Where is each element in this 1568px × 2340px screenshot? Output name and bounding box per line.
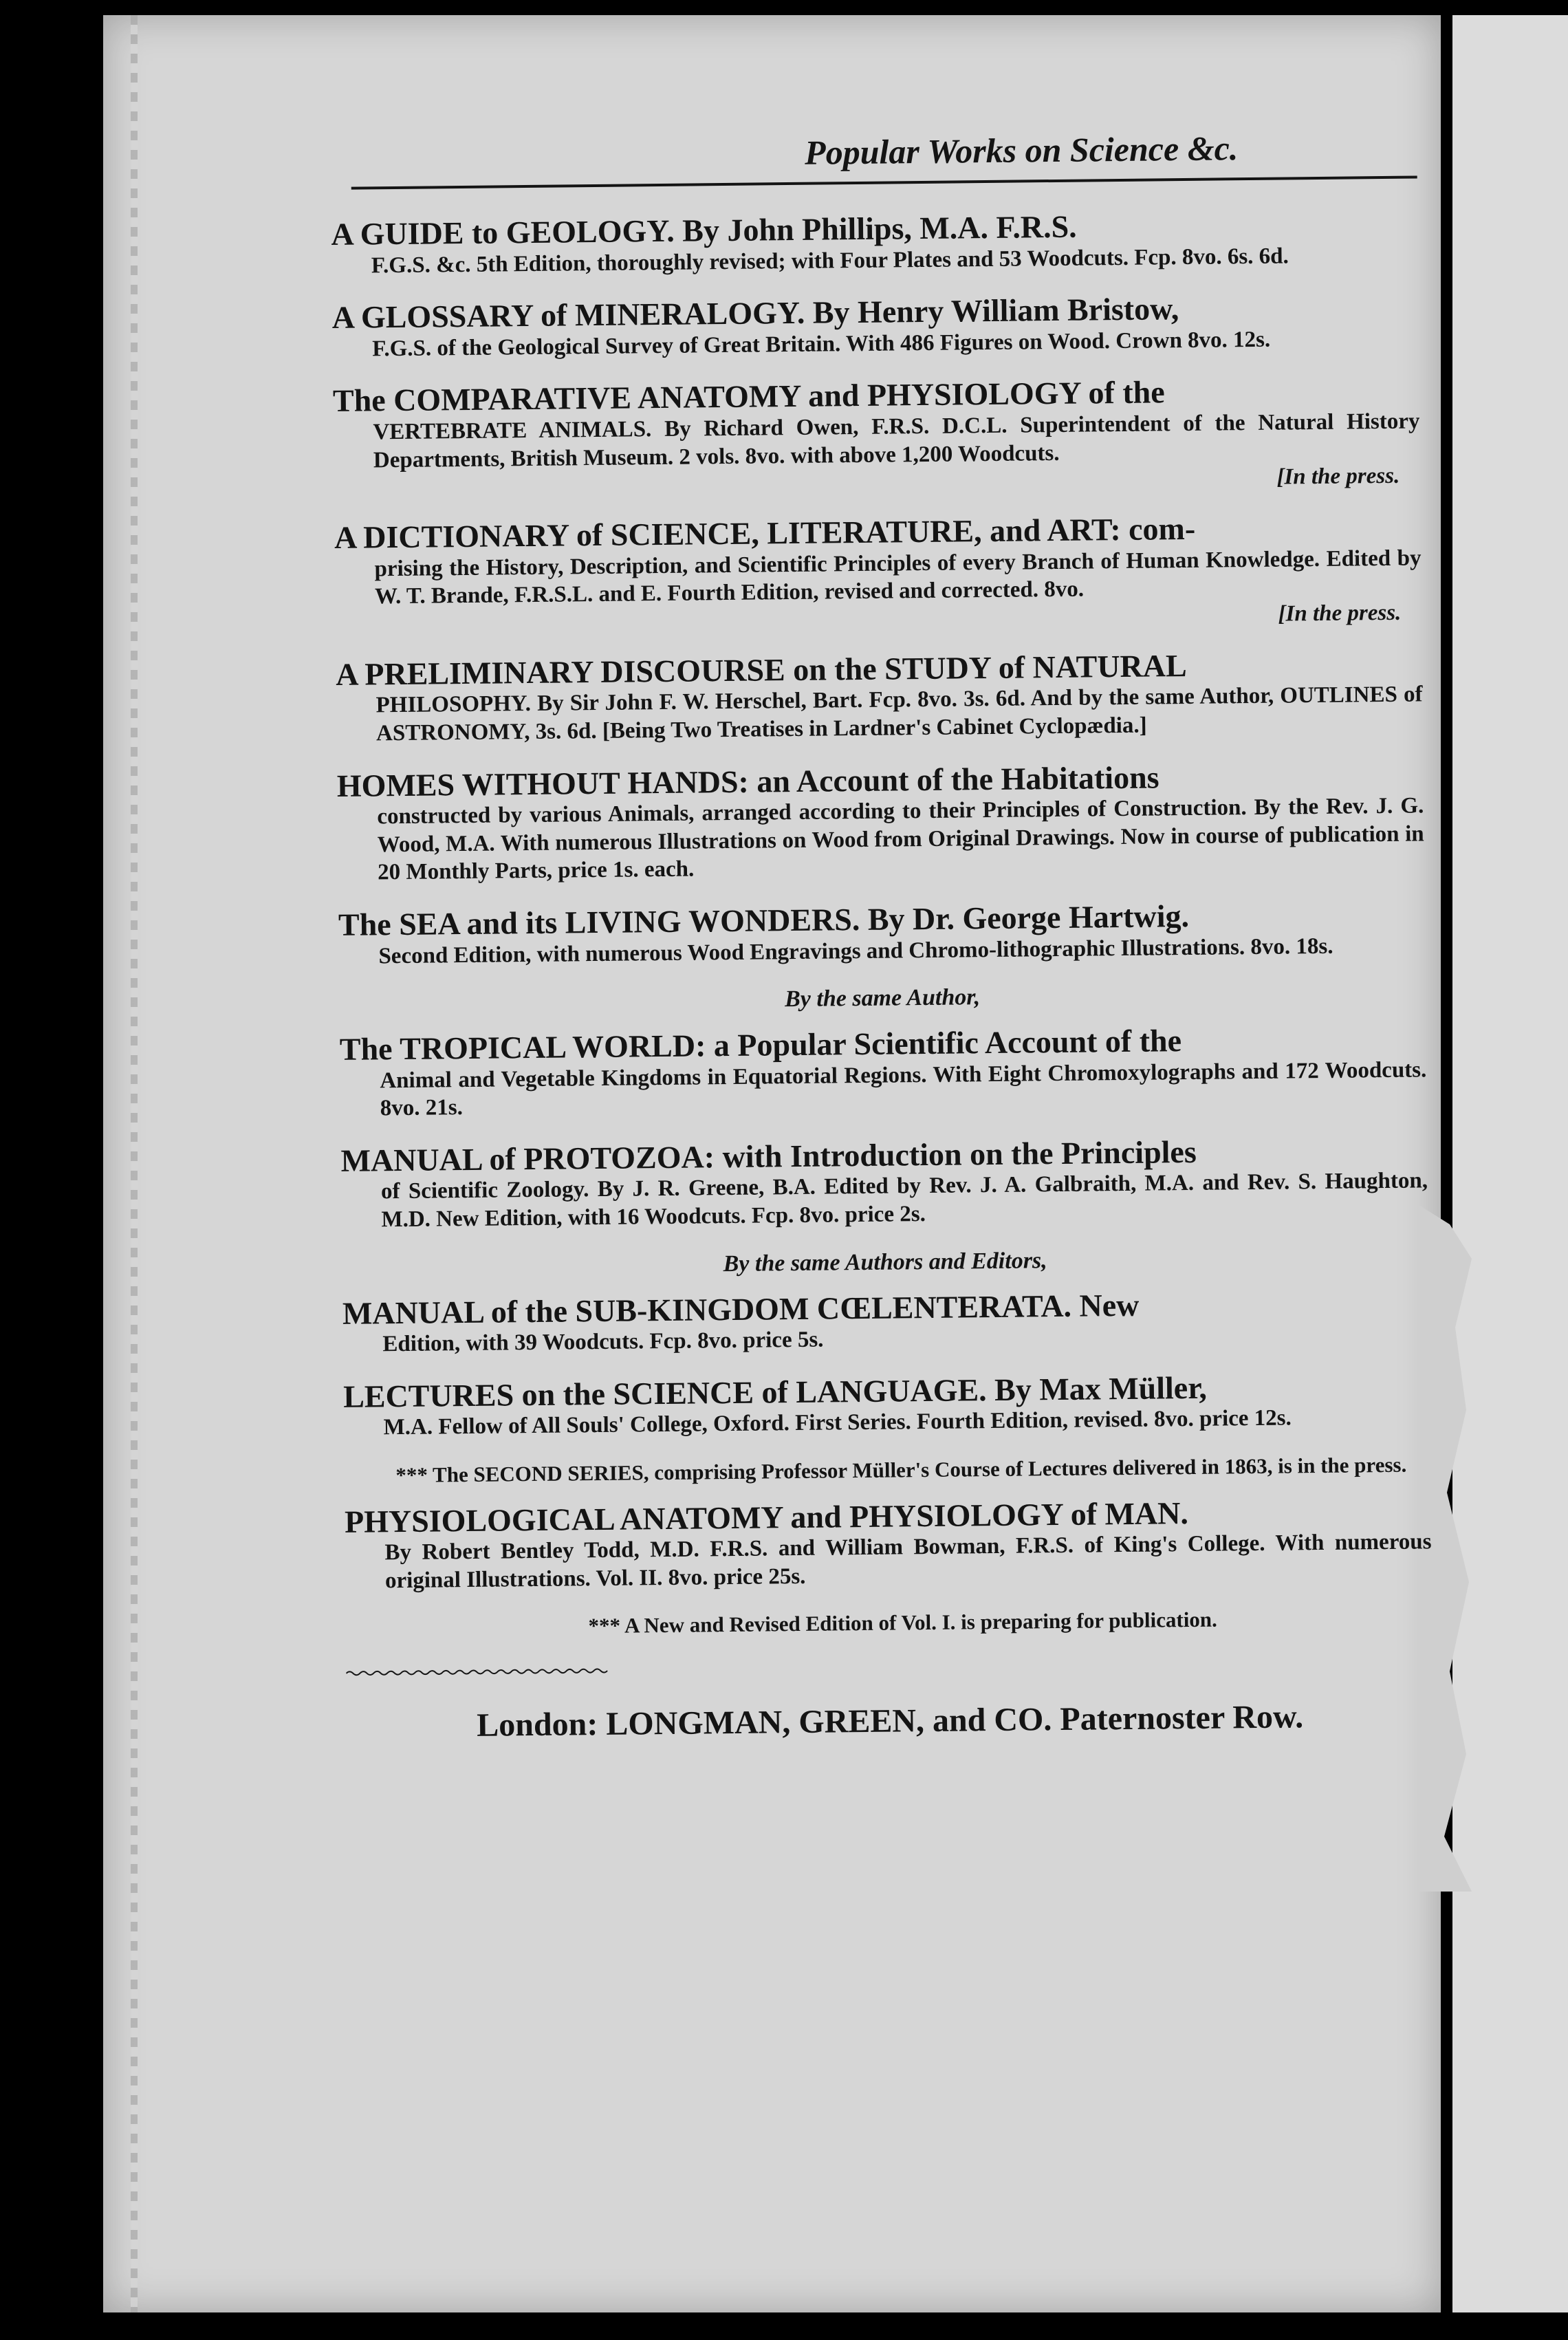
note-second-series: *** The SECOND SERIES, comprising Professor Müller's Course of Lectures delivered in 1863, is in the press. [395,1452,1407,1488]
book-entry-title: The COMPARATIVE ANATOMY and PHYSIOLOGY of the [332,374,1165,419]
wavy-rule-ornament [346,1667,607,1677]
facing-page-edge [1452,15,1568,2312]
book-entry [343,1368,1430,1442]
book-entry-title: MANUAL of PROTOZOA: with Introduction on the Principles [340,1134,1197,1178]
book-entry-title: A PRELIMINARY DISCOURSE on the STUDY of NATURAL [335,647,1187,692]
book-entry-description: of Scientific Zoology. By J. R. Greene, B.A. Edited by Rev. J. A. Galbraith, M.A. and Rev. S. Haughton, M.D. New Edition, with 16 Woodcuts. Fcp. 8vo. price 2s. [380,1168,1428,1233]
book-entry-description: F.G.S. of the Geological Survey of Great Britain. With 486 Figures on Wood. Crown 8vo. 12s. [372,327,1271,362]
sub-heading-same-authors-editors: By the same Authors and Editors, [723,1247,1047,1277]
sub-heading-same-author: By the same Author, [784,984,981,1012]
book-entry [340,1132,1428,1234]
page-content [330,126,1433,1746]
book-entry [334,510,1422,637]
book-entry [333,373,1421,500]
entry-group-3 [342,1285,1430,1442]
book-entry-description: constructed by various Animals, arranged according to their Principles of Construction. By the Rev. J. G. Wood, M.A. With numerous Illustrations on Wood from Original Drawings. Now in course of publication in 20 Monthly Parts, price 1s. each. [377,793,1424,885]
book-entry [338,896,1426,971]
book-entry-title: A DICTIONARY of SCIENCE, LITERATURE, and ART: com- [334,510,1196,556]
book-entry-title: HOMES WITHOUT HANDS: an Account of the Habitations [336,759,1159,803]
book-entry [340,1021,1427,1123]
book-entry-title: MANUAL of the SUB-KINGDOM CŒLENTERATA. New [342,1287,1140,1331]
book-entry-title: LECTURES on the SCIENCE of LANGUAGE. By Max Müller, [342,1369,1208,1414]
note-new-edition: *** A New and Revised Edition of Vol. I. is preparing for publication. [588,1607,1218,1638]
book-entry-description: By Robert Bentley Todd, M.D. F.R.S. and William Bowman, F.R.S. of King's College. With numerous original Illustrations. Vol. II. 8vo. price 25s. [384,1529,1432,1594]
book-entry-title: A GUIDE to GEOLOGY. By John Phillips, M.A. F.R.S. [331,208,1077,252]
entry-group-2 [340,1021,1428,1234]
book-entry-title: A GLOSSARY of MINERALOGY. By Henry William Bristow, [331,291,1179,336]
entry-group-4 [345,1493,1432,1595]
publisher-imprint: London: LONGMAN, GREEN, and CO. Paternoster Row. [476,1698,1304,1744]
book-entry-description: F.G.S. &c. 5th Edition, thoroughly revised; with Four Plates and 53 Woodcuts. Fcp. 8vo. 6s. 6d. [371,243,1289,278]
book-entry [345,1493,1432,1595]
head-rule [351,175,1417,189]
book-entry [336,646,1423,748]
book-entry [331,206,1418,280]
book-entry-status: [In the press. [1276,463,1400,490]
book-entry-title: The TROPICAL WORLD: a Popular Scientific Account of the [339,1023,1182,1068]
entry-group-1 [331,206,1425,971]
book-entry-title: PHYSIOLOGICAL ANATOMY and PHYSIOLOGY of MAN. [344,1495,1189,1539]
book-entry-status: [In the press. [1278,600,1402,627]
book-entry-description: Animal and Vegetable Kingdoms in Equatorial Regions. With Eight Chromoxylographs and 172 Woodcuts. 8vo. 21s. [380,1057,1427,1121]
book-entry [337,757,1425,887]
book-entry-description: VERTEBRATE ANIMALS. By Richard Owen, F.R.S. D.C.L. Superintendent of the Natural History Departments, British Museum. 2 vols. 8vo. with above 1,200 Woodcuts. [373,409,1420,473]
book-entry-description: PHILOSOPHY. By Sir John F. W. Herschel, Bart. Fcp. 8vo. 3s. 6d. And by the same Author, OUTLINES of ASTRONOMY, 3s. 6d. [Being Two Treatises in Lardner's Cabinet Cyclopædia.] [375,682,1423,746]
book-entry [342,1285,1430,1359]
book-entry-description: Second Edition, with numerous Wood Engravings and Chromo-lithographic Illustrations. 8vo. 18s. [378,933,1333,968]
book-entry-title: The SEA and its LIVING WONDERS. By Dr. George Hartwig. [338,898,1190,942]
book-entry [331,290,1419,364]
running-head: Popular Works on Science &c. [804,129,1239,172]
book-entry-description: M.A. Fellow of All Souls' College, Oxford. First Series. Fourth Edition, revised. 8vo. price 12s. [383,1405,1292,1440]
book-entry-description: prising the History, Description, and Scientific Principles of every Branch of Human Knowledge. Edited by W. T. Brande, F.R.S.L. and E. Fourth Edition, revised and corrected. 8vo. [374,545,1422,609]
book-entry-description: Edition, with 39 Woodcuts. Fcp. 8vo. price 5s. [382,1327,824,1357]
